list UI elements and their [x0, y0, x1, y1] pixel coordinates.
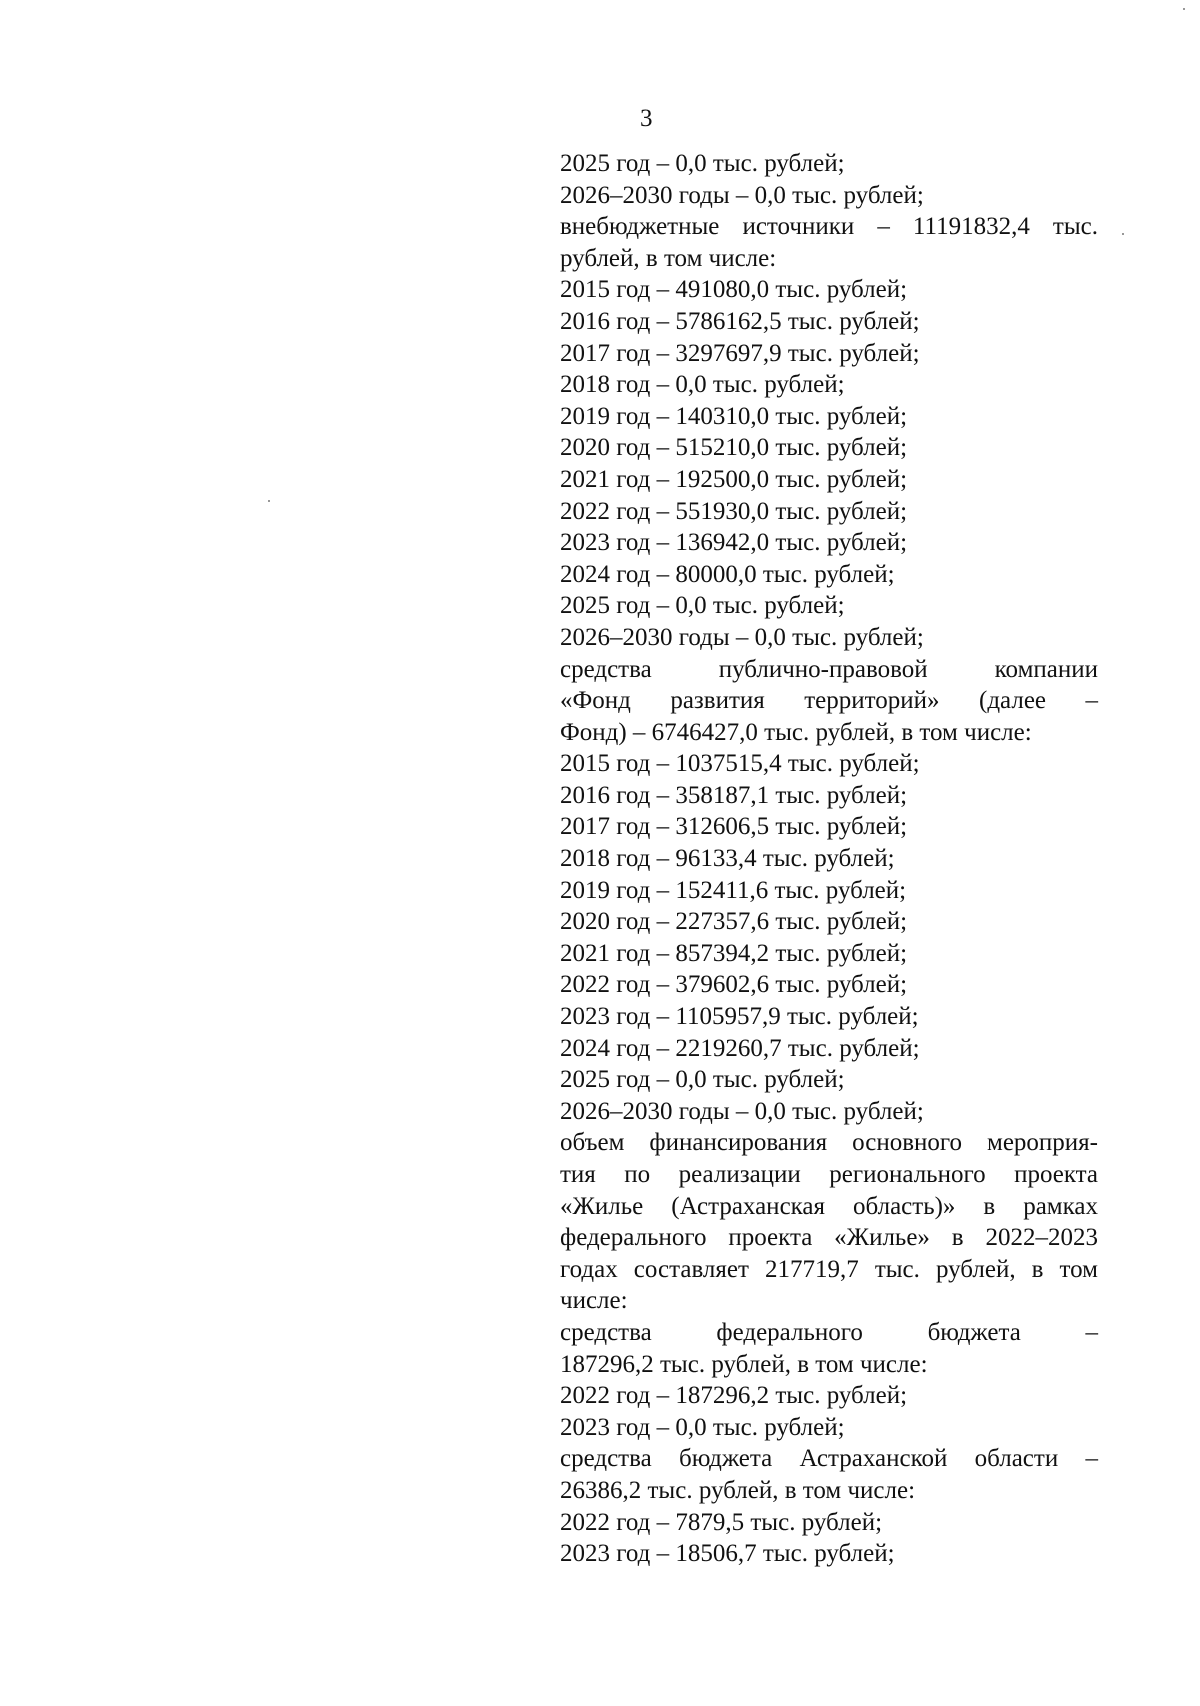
text-line: 2015 год – 491080,0 тыс. рублей;: [560, 276, 908, 304]
text-line: рублей, в том числе:: [560, 244, 777, 272]
text-line: 187296,2 тыс. рублей, в том числе:: [560, 1350, 928, 1378]
text-line: «Фонд развития территорий» (далее –: [560, 687, 1098, 715]
text-line: 2016 год – 358187,1 тыс. рублей;: [560, 781, 908, 809]
text-line: 2023 год – 1105957,9 тыс. рублей;: [560, 1003, 919, 1031]
text-line: 2021 год – 192500,0 тыс. рублей;: [560, 465, 908, 493]
text-line: 2020 год – 227357,6 тыс. рублей;: [560, 908, 908, 936]
text-line: объем финансирования основного мероприя-: [560, 1129, 1098, 1157]
text-line: 2026–2030 годы – 0,0 тыс. рублей;: [560, 623, 924, 651]
text-line: 2020 год – 515210,0 тыс. рублей;: [560, 434, 908, 462]
text-line: 2016 год – 5786162,5 тыс. рублей;: [560, 307, 920, 335]
text-line: 2026–2030 годы – 0,0 тыс. рублей;: [560, 1097, 924, 1125]
document-body: [560, 148, 1098, 1570]
text-line: 2018 год – 96133,4 тыс. рублей;: [560, 845, 895, 873]
text-line: 2022 год – 551930,0 тыс. рублей;: [560, 497, 908, 525]
text-line: средства публично-правовой компании: [560, 655, 1098, 683]
text-line: 2024 год – 2219260,7 тыс. рублей;: [560, 1034, 920, 1062]
scan-speck: [268, 500, 270, 502]
text-line: внебюджетные источники – 11191832,4 тыс.: [560, 213, 1098, 241]
text-line: 2015 год – 1037515,4 тыс. рублей;: [560, 750, 920, 778]
text-line: 2024 год – 80000,0 тыс. рублей;: [560, 560, 895, 588]
text-line: 2017 год – 3297697,9 тыс. рублей;: [560, 339, 920, 367]
page-number: 3: [640, 105, 653, 132]
text-line: 2022 год – 7879,5 тыс. рублей;: [560, 1508, 883, 1536]
text-line: средства федерального бюджета –: [560, 1318, 1098, 1346]
text-line: тия по реализации регионального проекта: [560, 1161, 1098, 1188]
text-line: 2019 год – 140310,0 тыс. рублей;: [560, 402, 908, 430]
text-line: федерального проекта «Жилье» в 2022–2023: [560, 1224, 1098, 1252]
text-line: 2019 год – 152411,6 тыс. рублей;: [560, 876, 907, 904]
text-line: 2023 год – 136942,0 тыс. рублей;: [560, 529, 908, 557]
text-line: «Жилье (Астраханская область)» в рамках: [560, 1192, 1098, 1220]
text-line: 2018 год – 0,0 тыс. рублей;: [560, 371, 845, 399]
text-line: 2025 год – 0,0 тыс. рублей;: [560, 1066, 845, 1094]
text-line: 2026–2030 годы – 0,0 тыс. рублей;: [560, 181, 924, 209]
scan-speck: [1183, 8, 1185, 10]
text-line: 2023 год – 18506,7 тыс. рублей;: [560, 1540, 895, 1568]
text-line: годах составляет 217719,7 тыс. рублей, в том: [560, 1255, 1098, 1283]
text-line: 2017 год – 312606,5 тыс. рублей;: [560, 813, 908, 841]
text-line: 2022 год – 379602,6 тыс. рублей;: [560, 971, 908, 999]
text-line: Фонд) – 6746427,0 тыс. рублей, в том числе:: [560, 718, 1032, 746]
text-line: 2025 год – 0,0 тыс. рублей;: [560, 592, 845, 620]
text-line: числе:: [560, 1287, 628, 1315]
text-line: 2022 год – 187296,2 тыс. рублей;: [560, 1382, 908, 1410]
text-line: 2023 год – 0,0 тыс. рублей;: [560, 1413, 845, 1441]
text-line: 2021 год – 857394,2 тыс. рублей;: [560, 939, 908, 967]
text-line: 2025 год – 0,0 тыс. рублей;: [560, 150, 845, 177]
text-line: 26386,2 тыс. рублей, в том числе:: [560, 1476, 916, 1504]
scan-speck: [1122, 233, 1124, 235]
text-line: средства бюджета Астраханской области –: [560, 1445, 1098, 1473]
